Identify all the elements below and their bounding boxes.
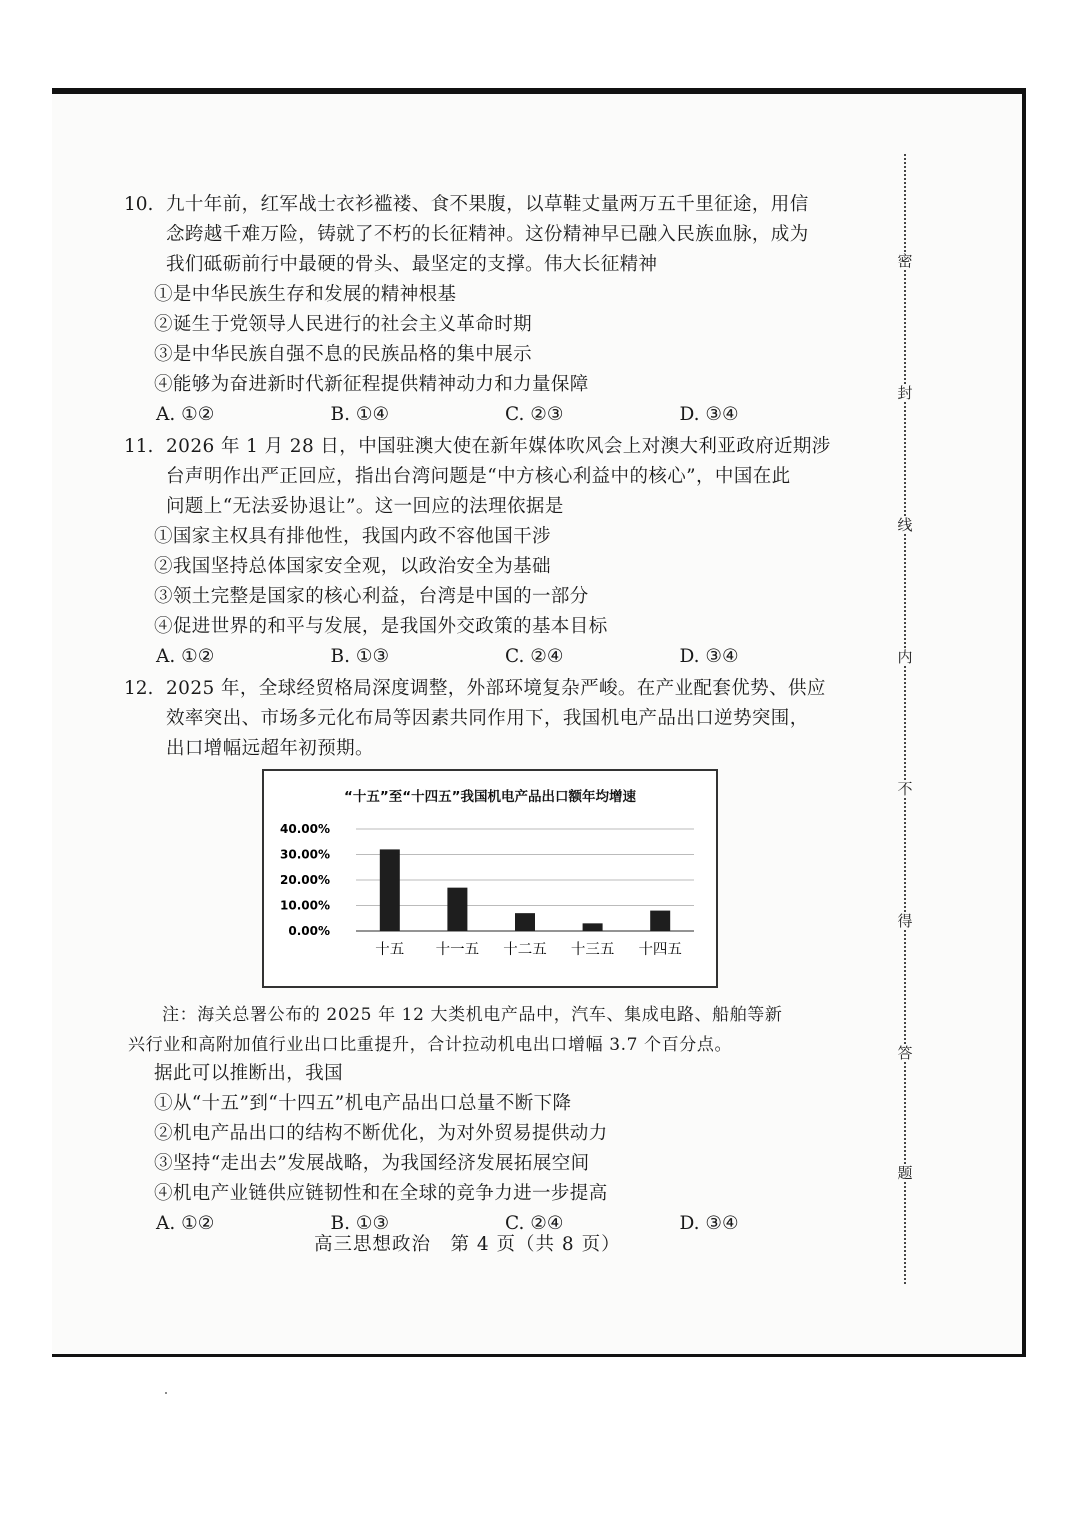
seal-char: 答 — [894, 1044, 916, 1062]
question-stem-line: 2026 年 1 月 28 日，中国驻澳大使在新年媒体吹风会上对澳大利亚政府近期涉 — [166, 436, 831, 457]
question-stem-line: 我们砥砺前行中最硬的骨头、最坚定的支撑。伟大长征精神 — [166, 254, 658, 275]
statement-item: ②机电产品出口的结构不断优化，为对外贸易提供动力 — [154, 1123, 608, 1144]
question-stem-line: 2025 年，全球经贸格局深度调整，外部环境复杂严峻。在产业配套优势、供应 — [166, 678, 826, 699]
statement-item: ④机电产业链供应链韧性和在全球的竞争力进一步提高 — [154, 1183, 608, 1204]
chart-bar — [515, 913, 535, 931]
statement-item: ①是中华民族生存和发展的精神根基 — [154, 284, 457, 305]
option-d[interactable]: D. ③④ — [679, 404, 739, 425]
question-stem-line: 出口增幅远超年初预期。 — [166, 738, 374, 759]
statement-item: ①国家主权具有排他性，我国内政不容他国干涉 — [154, 526, 551, 547]
chart-canvas — [264, 771, 716, 986]
option-a[interactable]: A. ①② — [156, 1213, 215, 1234]
answer-options — [156, 642, 854, 672]
option-c[interactable]: C. ②④ — [505, 1213, 564, 1234]
chart-bar — [583, 923, 603, 931]
seal-char: 封 — [894, 384, 916, 402]
question-number: 11. — [124, 436, 154, 457]
y-tick-label: 40.00% — [280, 822, 330, 836]
option-b[interactable]: B. ①③ — [330, 646, 390, 667]
question-stem-line: 台声明作出严正回应，指出台湾问题是“中方核心利益中的核心”，中国在此 — [166, 466, 791, 487]
question-number: 12. — [124, 678, 154, 699]
question-lead: 据此可以推断出，我国 — [154, 1063, 344, 1084]
question-12 — [124, 674, 854, 764]
chart-title: “十五”至“十四五”我国机电产品出口额年均增速 — [344, 789, 636, 805]
seal-char: 线 — [894, 516, 916, 534]
question-12-continued — [124, 1059, 854, 1239]
chart-y-tick-labels — [280, 822, 330, 938]
bar-chart — [262, 769, 718, 988]
seal-char: 不 — [894, 780, 916, 798]
statement-item: ③领土完整是国家的核心利益，台湾是中国的一部分 — [154, 586, 589, 607]
question-stem-line: 问题上“无法妥协退让”。这一回应的法理依据是 — [166, 496, 564, 517]
chart-bar — [650, 911, 670, 931]
question-stem-line: 念跨越千难万险，铸就了不朽的长征精神。这份精神早已融入民族血脉，成为 — [166, 224, 809, 245]
question-11 — [124, 432, 854, 672]
seal-char: 题 — [894, 1164, 916, 1182]
seal-char: 得 — [894, 912, 916, 930]
scan-speck — [165, 1392, 167, 1394]
option-a[interactable]: A. ①② — [156, 404, 215, 425]
option-b[interactable]: B. ①④ — [330, 404, 390, 425]
question-10 — [124, 190, 854, 430]
y-tick-label: 10.00% — [280, 898, 330, 913]
y-tick-label: 30.00% — [280, 847, 330, 862]
chart-bar — [380, 849, 400, 931]
option-a[interactable]: A. ①② — [156, 646, 215, 667]
chart-x-tick-labels — [375, 941, 682, 958]
statement-item: ③是中华民族自强不息的民族品格的集中展示 — [154, 344, 533, 365]
chart-bars — [380, 849, 670, 931]
note-line: 兴行业和高附加值行业出口比重提升，合计拉动机电出口增幅 3.7 个百分点。 — [128, 1035, 733, 1055]
question-number: 10. — [124, 194, 154, 215]
statement-item: ②我国坚持总体国家安全观，以政治安全为基础 — [154, 556, 551, 577]
page-footer: 高三思想政治 第 4 页（共 8 页） — [314, 1234, 621, 1255]
chart-note — [128, 1000, 868, 1060]
note-line: 注：海关总署公布的 2025 年 12 大类机电产品中，汽车、集成电路、船舶等新 — [162, 1005, 783, 1025]
option-d[interactable]: D. ③④ — [679, 1213, 739, 1234]
option-b[interactable]: B. ①③ — [330, 1213, 390, 1234]
question-stem-line: 九十年前，红军战士衣衫褴褛、食不果腹，以草鞋丈量两万五千里征途，用信 — [166, 194, 809, 215]
seal-line — [897, 154, 926, 1284]
y-tick-label: 0.00% — [288, 924, 330, 938]
statement-item: ③坚持“走出去”发展战略，为我国经济发展拓展空间 — [154, 1153, 590, 1174]
seal-char: 密 — [894, 252, 916, 270]
option-d[interactable]: D. ③④ — [679, 646, 739, 667]
option-c[interactable]: C. ②④ — [505, 646, 564, 667]
x-tick-label: 十四五 — [638, 942, 682, 958]
answer-options — [156, 400, 854, 430]
x-tick-label: 十三五 — [570, 942, 615, 958]
x-tick-label: 十五 — [375, 942, 405, 958]
chart-bar — [447, 888, 467, 931]
x-tick-label: 十二五 — [503, 942, 547, 958]
x-tick-label: 十一五 — [435, 942, 480, 958]
exam-page — [52, 88, 1026, 1357]
statement-item: ②诞生于党领导人民进行的社会主义革命时期 — [154, 314, 533, 335]
statement-item: ④能够为奋进新时代新征程提供精神动力和力量保障 — [154, 374, 589, 395]
y-tick-label: 20.00% — [280, 873, 330, 887]
question-stem-line: 效率突出、市场多元化布局等因素共同作用下，我国机电产品出口逆势突围， — [166, 708, 809, 729]
statement-item: ④促进世界的和平与发展，是我国外交政策的基本目标 — [154, 616, 608, 637]
statement-item: ①从“十五”到“十四五”机电产品出口总量不断下降 — [154, 1093, 572, 1114]
option-c[interactable]: C. ②③ — [505, 404, 564, 425]
seal-char: 内 — [894, 648, 916, 666]
